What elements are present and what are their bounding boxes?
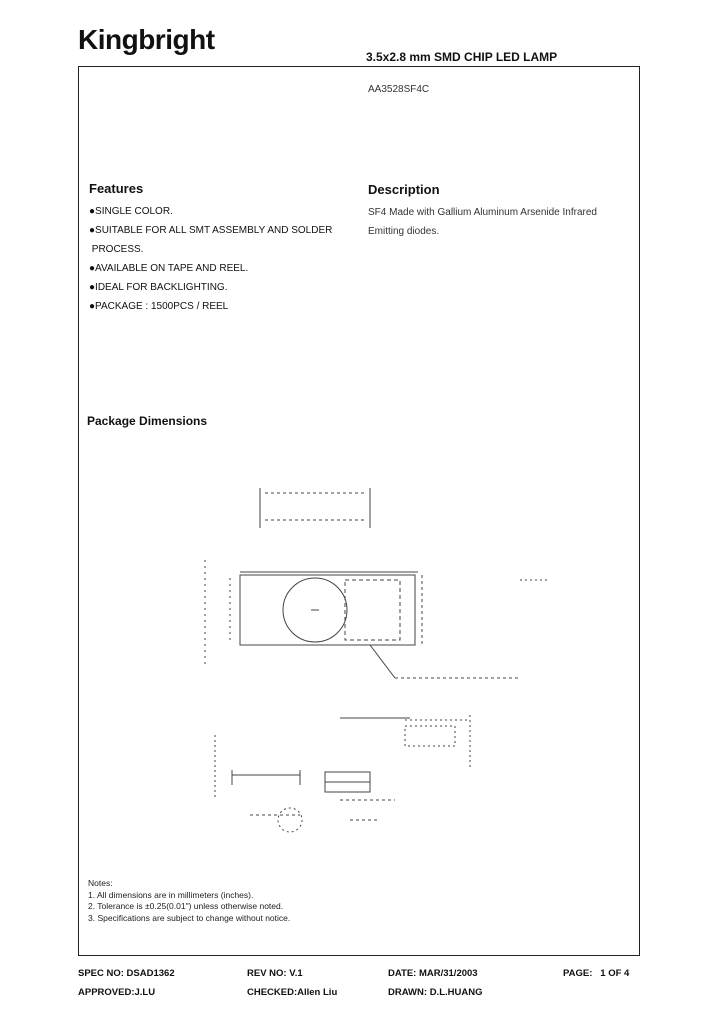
notes-block (88, 878, 290, 924)
date: DATE: MAR/31/2003 (388, 968, 478, 979)
feature-item: ●PACKAGE : 1500PCS / REEL (89, 301, 229, 312)
note-item: 1. All dimensions are in millimeters (inches). (88, 889, 254, 900)
notes-heading: Notes: (88, 878, 113, 888)
features-heading: Features (89, 181, 144, 196)
spec-number: SPEC NO: DSAD1362 (78, 968, 175, 979)
features-list (89, 202, 332, 316)
drawn-by: DRAWN: D.L.HUANG (388, 987, 483, 998)
feature-item: ●IDEAL FOR BACKLIGHTING. (89, 282, 228, 293)
kingbright-logo: Kingbright (78, 24, 215, 55)
feature-item: ●SUITABLE FOR ALL SMT ASSEMBLY AND SOLDER (89, 225, 333, 236)
checked-by: CHECKED:Allen Liu (247, 987, 338, 998)
description-line: SF4 Made with Gallium Aluminum Arsenide Infrared (368, 207, 597, 218)
revision-number: REV NO: V.1 (247, 968, 303, 979)
part-number: AA3528SF4C (368, 84, 430, 95)
page-number: PAGE: 1 OF 4 (563, 968, 630, 979)
note-item: 2. Tolerance is ±0.25(0.01") unless otherwise noted. (88, 901, 284, 911)
document-title: 3.5x2.8 mm SMD CHIP LED LAMP (366, 50, 558, 64)
description-line: Emitting diodes. (368, 226, 440, 237)
package-dimensions-heading: Package Dimensions (87, 414, 208, 428)
description-text (368, 203, 623, 241)
feature-item: PROCESS. (89, 244, 144, 255)
description-heading: Description (368, 182, 440, 197)
package-dimensions-drawing (190, 470, 550, 850)
note-item: 3. Specifications are subject to change without notice. (88, 912, 291, 923)
feature-item: ●SINGLE COLOR. (89, 206, 173, 217)
approved-by: APPROVED:J.LU (78, 987, 156, 998)
feature-item: ●AVAILABLE ON TAPE AND REEL. (89, 263, 249, 274)
